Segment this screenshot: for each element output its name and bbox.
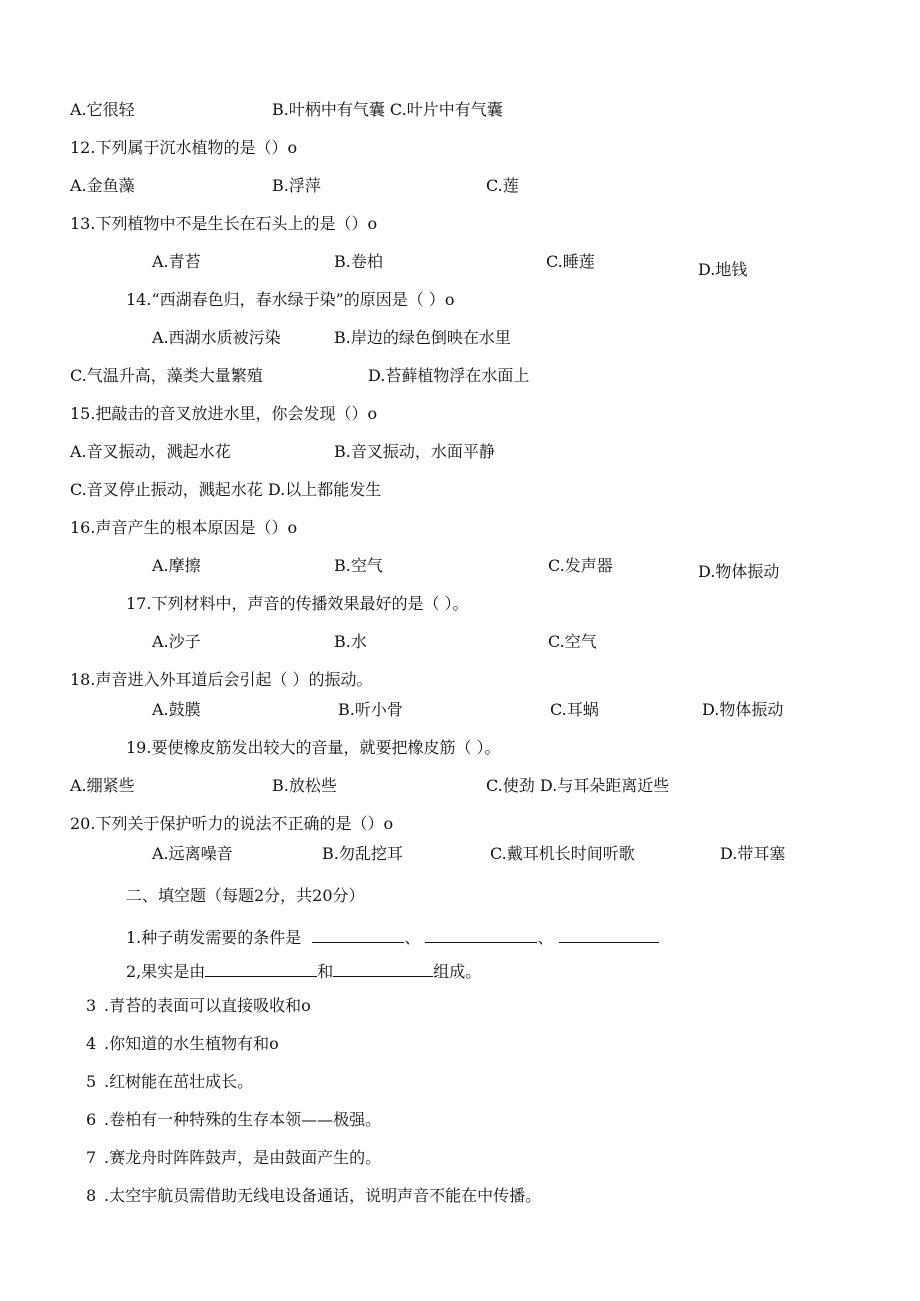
fill-1-blank-1[interactable]	[312, 928, 404, 943]
q13-option-a: A.青苔	[152, 252, 201, 271]
fill-2	[126, 961, 481, 983]
q15-option-cd: C.音叉停止振动，溅起水花 D.以上都能发生	[70, 480, 382, 499]
q19-stem: 19.要使橡皮筋发出较大的音量，就要把橡皮筋（ ）。	[126, 738, 501, 757]
q15-option-b: B.音叉振动，水面平静	[334, 442, 495, 461]
fill-2-suffix: 组成。	[433, 962, 482, 981]
q17-stem: 17.下列材料中，声音的传播效果最好的是（ ）。	[126, 594, 469, 613]
q14-option-c: C.气温升高，藻类大量繁殖	[70, 366, 263, 385]
q20-option-b: B.勿乱挖耳	[322, 844, 403, 863]
q19-option-a: A.绷紧些	[70, 776, 135, 795]
fill-7-text: .赛龙舟时阵阵鼓声，是由鼓面产生的。	[104, 1148, 382, 1167]
q11-option-a: A.它很轻	[70, 100, 135, 119]
q18-option-a: A.鼓膜	[152, 700, 201, 719]
q20-option-d: D.带耳塞	[720, 844, 786, 863]
q20-option-a: A.远离噪音	[152, 844, 233, 863]
fill-1-blank-2[interactable]	[425, 928, 537, 943]
q13-option-c: C.睡莲	[546, 252, 595, 271]
fill-1-sep-1: 、	[404, 928, 421, 947]
fill-2-mid: 和	[317, 962, 334, 981]
fill-1-sep-2: 、	[537, 928, 554, 947]
fill-1-blank-3[interactable]	[559, 928, 659, 943]
fill-5-text: .红树能在茁壮成长。	[104, 1072, 254, 1091]
q16-stem: 16.声音产生的根本原因是（）o	[70, 518, 298, 537]
q15-stem: 15.把敲击的音叉放进水里，你会发现（）o	[70, 404, 378, 423]
q18-option-d: D.物体振动	[702, 700, 784, 719]
fill-8-number: 8	[86, 1186, 97, 1205]
section-heading: 二、填空题（每题2分，共20分）	[126, 886, 365, 905]
fill-3-number: 3	[86, 996, 97, 1015]
fill-1-text: 1.种子萌发需要的条件是	[126, 928, 302, 947]
fill-8-text: .太空宇航员需借助无线电设备通话，说明声音不能在中传播。	[104, 1186, 542, 1205]
q12-option-b: B.浮萍	[272, 176, 321, 195]
q12-option-a: A.金鱼藻	[70, 176, 135, 195]
fill-2-text: 2,果实是由	[126, 962, 206, 981]
q11-option-bc: B.叶柄中有气囊 C.叶片中有气囊	[272, 100, 503, 119]
q19-option-b: B.放松些	[272, 776, 337, 795]
fill-3-text: .青苔的表面可以直接吸收和o	[104, 996, 311, 1015]
q13-stem: 13.下列植物中不是生长在石头上的是（）o	[70, 214, 378, 233]
q15-option-a: A.音叉振动，溅起水花	[70, 442, 231, 461]
q16-option-a: A.摩擦	[152, 556, 201, 575]
q18-option-b: B.听小骨	[338, 700, 403, 719]
fill-6-number: 6	[86, 1110, 97, 1129]
fill-2-blank-2[interactable]	[333, 962, 433, 977]
q18-stem: 18.声音进入外耳道后会引起（ ）的振动。	[70, 670, 373, 689]
q16-option-b: B.空气	[334, 556, 383, 575]
fill-2-blank-1[interactable]	[205, 962, 317, 977]
q19-option-cd: C.使劲 D.与耳朵距离近些	[486, 776, 670, 795]
q12-option-c: C.莲	[486, 176, 519, 195]
q17-option-a: A.沙子	[152, 632, 201, 651]
q14-option-d: D.苔藓植物浮在水面上	[368, 366, 530, 385]
q20-option-c: C.戴耳机长时间听歌	[490, 844, 635, 863]
fill-5-number: 5	[86, 1072, 97, 1091]
q14-option-a: A.西湖水质被污染	[152, 328, 281, 347]
q13-option-b: B.卷柏	[334, 252, 383, 271]
q13-option-d: D.地钱	[698, 260, 748, 279]
fill-6-text: .卷柏有一种特殊的生存本领——极强。	[104, 1110, 382, 1129]
q16-option-c: C.发声器	[548, 556, 613, 575]
q14-stem: 14.“西湖春色归，春水绿于染”的原因是（ ）o	[126, 290, 455, 309]
fill-1	[126, 927, 659, 949]
fill-4-number: 4	[86, 1034, 97, 1053]
q14-option-b: B.岸边的绿色倒映在水里	[334, 328, 511, 347]
q17-option-c: C.空气	[548, 632, 597, 651]
fill-7-number: 7	[86, 1148, 97, 1167]
q17-option-b: B.水	[334, 632, 367, 651]
q12-stem: 12.下列属于沉水植物的是（）o	[70, 138, 298, 157]
fill-4-text: .你知道的水生植物有和o	[104, 1034, 279, 1053]
q16-option-d: D.物体振动	[698, 562, 780, 581]
q18-option-c: C.耳蜗	[550, 700, 599, 719]
q20-stem: 20.下列关于保护听力的说法不正确的是（）o	[70, 814, 394, 833]
